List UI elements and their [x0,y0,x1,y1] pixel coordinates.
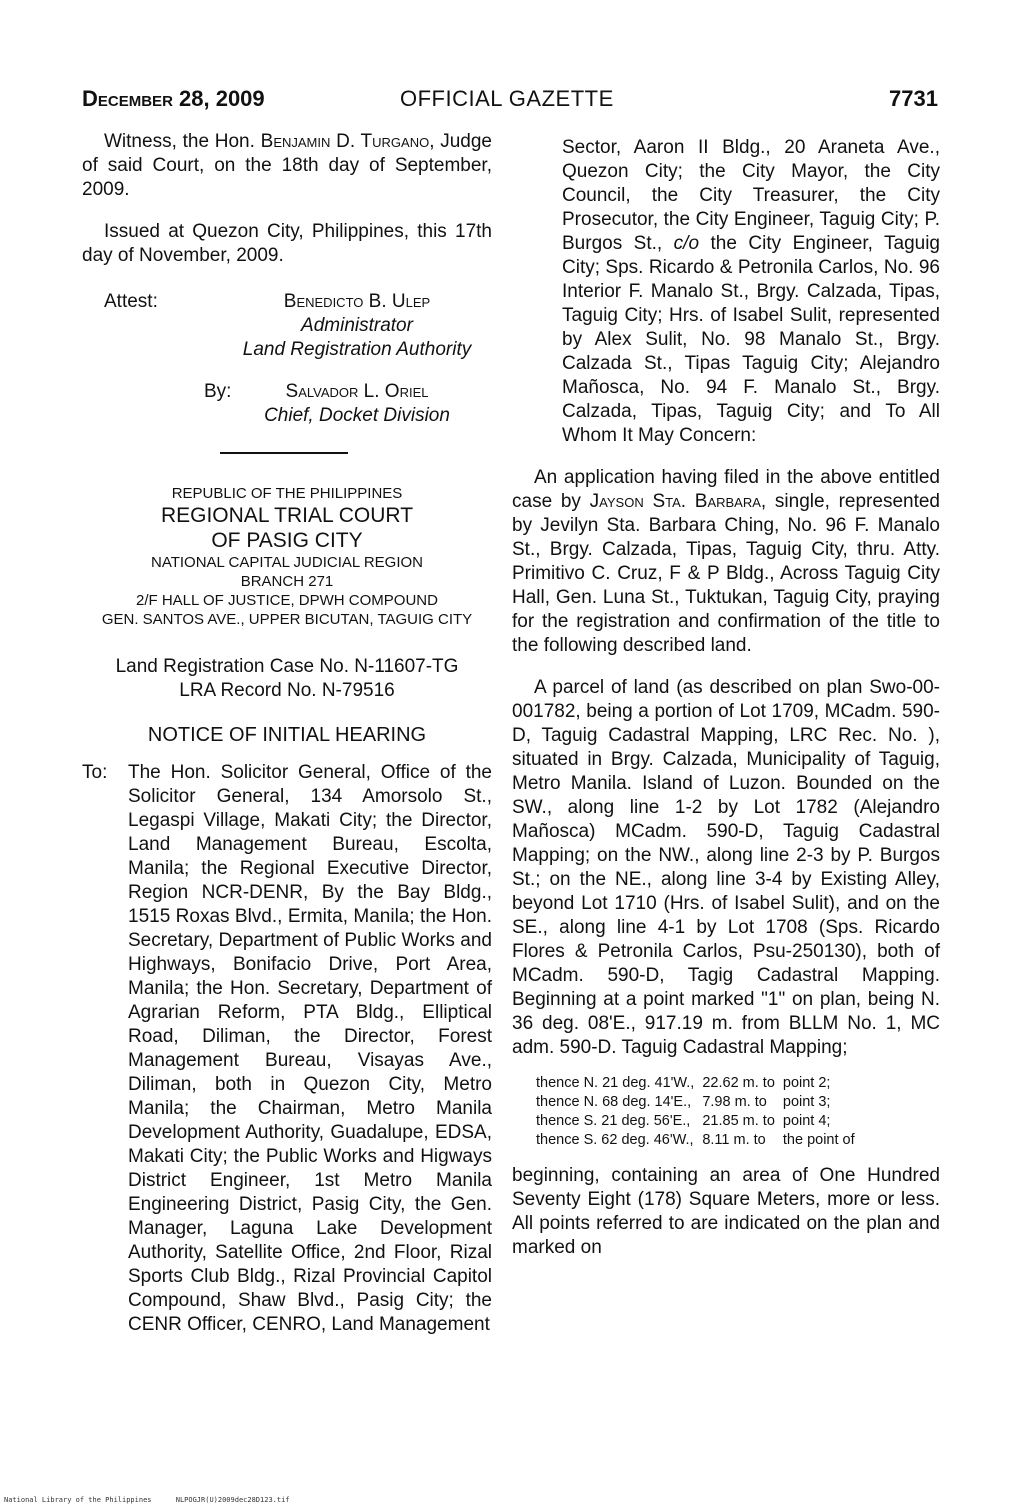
attest-label: Attest: [104,291,158,312]
witness-paragraph: Witness, the Hon. Benjamin D. Turgano, Judge of said Court, on the 18th day of September, 2009. [82,131,492,200]
attest-role: Administrator [301,315,413,336]
addressees-block [82,761,492,1337]
lra-record-number: LRA Record No. N-79516 [179,680,395,701]
attest-name: Benedicto B. Ulep [283,291,431,312]
court-address-line2: GEN. SANTOS AVE., UPPER BICUTAN, TAGUIG CITY [101,611,473,628]
by-role: Chief, Docket Division [264,405,450,426]
attestation-block [82,290,492,426]
page-number: 7731 [889,86,938,111]
course-row: thence S. 21 deg. 56'E., 21.85 m. to point 4; [536,1113,831,1129]
by-name: Salvador L. Oriel [285,381,429,402]
closing-paragraph: beginning, containing an area of One Hundred Seventy Eight (178) Square Meters, more or less. All points referred to are indicated on the plan and marked on [512,1165,940,1258]
issued-paragraph: Issued at Quezon City, Philippines, this 17th day of November, 2009. [82,221,492,266]
court-caption [82,484,492,747]
parcel-description: A parcel of land (as described on plan Swo-00-001782, being a portion of Lot 1709, MCadm. 590-D, Taguig Cadastral Mapping, LRC Rec. No. ), situated in Brgy. Calzada, Municipality of Taguig, Metro Manila. Island of Luzon. Bounded on the SW., along line 1-2 by Lot 1782 (Alejandro Mañosca) MCadm. 590-D, Taguig Cadastral Mapping; on the NW., along line 2-3 by P. Burgos St.; on the NE., along line 3-4 by Existing Alley, beyond Lot 1710 (Hrs. of Isabel Sulit), and on the SE., along line 4-1 by Lot 1708 (Sps. Ricardo Flores & Petronila Carlos, Psu-250130), both of MCadm. 590-D, Tagig Cadastral Mapping. Beginning at a point marked "1" on plan, being N. 36 deg. 08'E., 917.19 m. from BLLM No. 1, MC adm. 590-D. Taguig Cadastral Mapping; [512,677,940,1058]
branch-line: BRANCH 271 [240,573,334,590]
court-name-line2: OF PASIG CITY [211,529,363,552]
course-row: thence S. 62 deg. 46'W., 8.11 m. to the point of [536,1132,855,1148]
addressees-text: The Hon. Solicitor General, Office of the Solicitor General, 134 Amorsolo St., Legaspi Village, Makati City; the Director, Land Management Bureau, Escolta, Manila; the Regional Executive Director, Region NCR-DENR, By the Bay Bldg., 1515 Roxas Blvd., Ermita, Manila; the Hon. Secretary, Department of Public Works and Highways, Bonifacio Drive, Port Area, Manila; the Hon. Secretary, Department of Agrarian Reform, PTA Bldg., Elliptical Road, Diliman, the Director, Forest Management Bureau, Visayas Ave., Diliman, both in Quezon City, Metro Manila; the Chairman, Metro Manila Development Authority, Guadalupe, EDSA, Makati City; the Public Works and Higways District Engineer, 1st Metro Manila Engineering District, Pasig City, the Gen. Manager, Laguna Lake Development Authority, Satellite Office, 2nd Floor, Rizal Sports Club Bldg., Rizal Provincial Capitol Compound, Shaw Blvd., Pasig City; the CENR Officer, CENRO, Land Management [128,762,492,1335]
republic-line: REPUBLIC OF THE PHILIPPINES [171,485,403,502]
addressees-continued: Sector, Aaron II Bldg., 20 Araneta Ave., Quezon City; the City Mayor, the City Council, the City Treasurer, the City Prosecutor, the City Engineer, Taguig City; P. Burgos St., c/o the City Engineer, Taguig City; Sps. Ricardo & Petronila Carlos, No. 96 Interior F. Manalo St., Brgy. Calzada, Tipas, Taguig City; Hrs. of Isabel Sulit, represented by Alex Sulit, No. 98 Manalo St., Brgy. Calzada St., Tipas Taguig City; Alejandro Mañosca, No. 94 F. Manalo St., Brgy. Calzada, Tipas, Taguig City; and To All Whom It May Concern: [562,137,940,446]
attest-signatory [222,290,492,362]
case-number: Land Registration Case No. N-11607-TG [115,656,459,677]
notice-title: NOTICE OF INITIAL HEARING [147,724,427,746]
course-row: thence N. 21 deg. 41'W., 22.62 m. to point 2; [536,1075,831,1091]
right-column [512,136,940,1260]
course-row: thence N. 68 deg. 14'E., 7.98 m. to point 3; [536,1094,831,1110]
court-name-line1: REGIONAL TRIAL COURT [160,504,414,527]
applicant-name: Jayson Sta. Barbara [589,491,761,512]
issue-date: December 28, 2009 [82,86,265,111]
publication-title: OFFICIAL GAZETTE [400,86,614,111]
by-signatory [242,380,472,428]
survey-courses-table [536,1074,863,1150]
library-credit: National Library of the Philippines [4,1496,152,1504]
by-label: By: [204,381,232,402]
attest-office: Land Registration Authority [242,339,472,360]
left-column [82,130,492,1337]
scan-filename: NLPOGJR(U)2009dec28D123.tif [175,1496,290,1504]
section-divider [220,452,348,454]
scan-footer [4,1496,310,1504]
court-address-line1: 2/F HALL OF JUSTICE, DPWH COMPOUND [136,592,438,609]
application-paragraph: An application having filed in the above entitled case by Jayson Sta. Barbara, single, represented by Jevilyn Sta. Barbara Ching, No. 96 F. Manalo St., Brgy. Calzada, Tipas, Taguig City, thru. Atty. Primitivo C. Cruz, F & P Bldg., Across Taguig City Hall, Gen. Luna St., Tuktukan, Taguig City, praying for the registration and confirmation of the title to the following described land. [512,467,940,656]
judge-name: Benjamin D. Turgano [260,131,430,152]
judicial-region: NATIONAL CAPITAL JUDICIAL REGION [151,554,423,571]
to-label: To: [82,762,108,783]
page-header [82,86,938,116]
